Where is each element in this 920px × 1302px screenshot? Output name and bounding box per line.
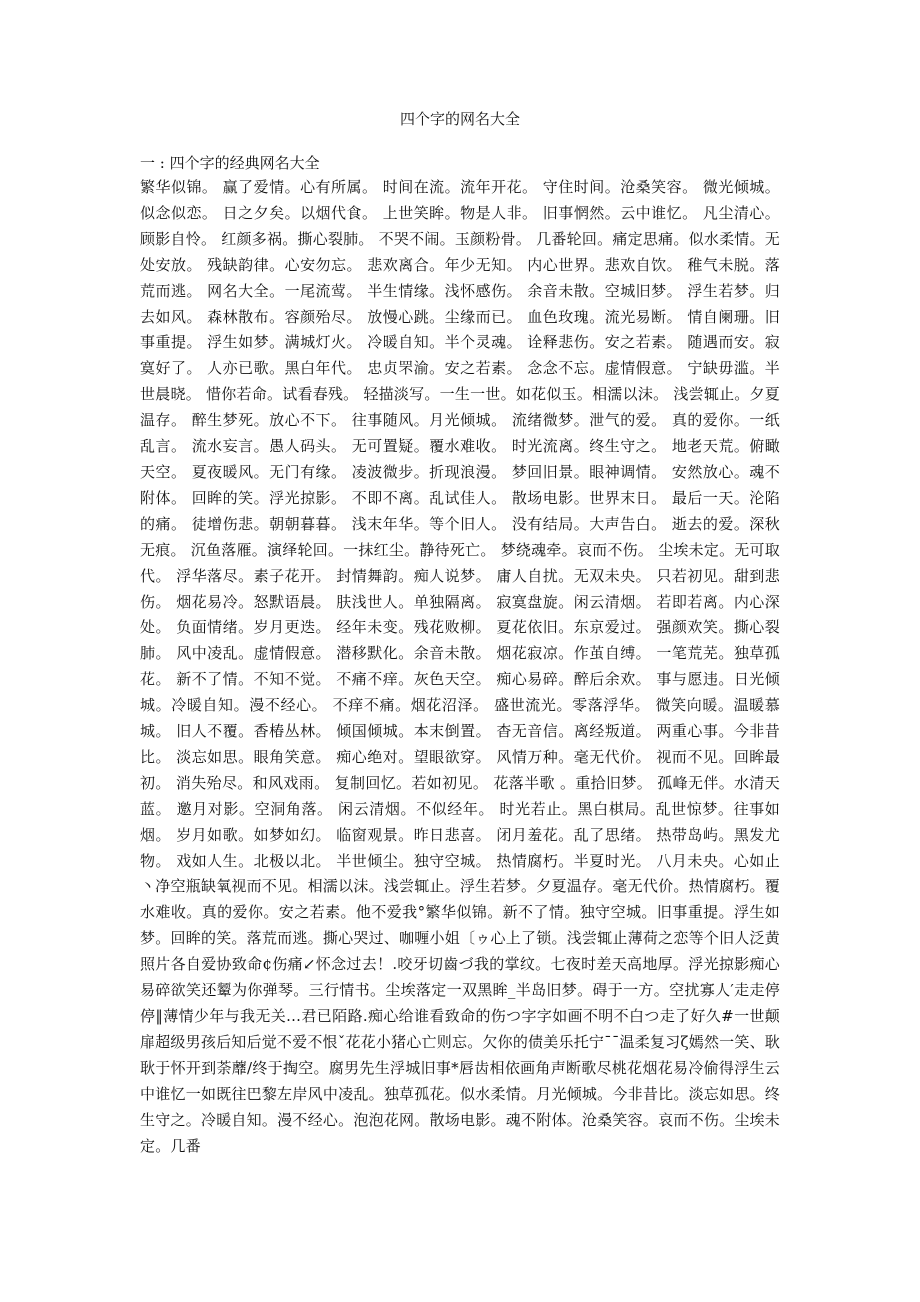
section-heading: 一 : 四个字的经典网名大全 bbox=[140, 154, 320, 172]
body-paragraph: 繁华似锦。 赢了爱情。心有所属。 时间在流。流年开花。 守住时间。沧桑笑容。 微光倾城。似念似恋。 日之夕矣。以烟代食。 上世笑眸。物是人非。 旧事惘然。云中谁忆。 凡尘清心。顾影自怜。 红颜多祸。撕心裂肺。 不哭不闹。玉颜粉骨。 几番轮回。痛定思痛。似水柔情。无处安放。 残缺韵律。心安勿忘。 悲欢离合。年少无知。 内心世界。悲欢自饮。 稚气未脱。落荒而逃。 网名大全。一尾流莺。 半生情缘。浅怀感伤。 余音未散。空城旧梦。 浮生若梦。归去如风。 森林散布。容颜殆尽。 放慢心跳。尘缘而已。 血色玫瑰。流光易断。 情自阑珊。旧事重提。 浮生如梦。满城灯火。 冷暖自知。半个灵魂。 诠释悲伤。安之若素。 随遇而安。寂寞好了。 人亦已歌。黑白年代。 忠贞罘渝。安之若素。 念念不忘。虚情假意。 宁缺毋滥。半世晨晓。 惜你若命。试看春残。 轻描淡写。一生一世。如花似玉。相濡以沫。 浅尝辄止。夕夏温存。 醉生梦死。放心不下。 往事随风。月光倾城。 流绪微梦。泄气的爱。 真的爱你。一纸乱言。 流水妄言。愚人码头。 无可置疑。覆水难收。 时光流离。终生守之。 地老天荒。俯瞰天空。 夏夜暖风。无门有缘。 凌波微步。折现浪漫。 梦回旧景。眼神调情。 安然放心。魂不附体。 回眸的笑。浮光掠影。 不即不离。乱试佳人。 散场电影。世界末日。 最后一天。沦陷的痛。 徒增伤悲。朝朝暮暮。 浅末年华。等个旧人。 没有结局。大声告白。 逝去的爱。深秋无痕。 沉鱼落雁。演绎轮回。一抹红尘。静待死亡。 梦绕魂牵。哀而不伤。 尘埃未定。无可取代。 浮华落尽。素子花开。 封情舞韵。痴人说梦。 庸人自扰。无双未央。 只若初见。甜到悲伤。 烟花易冷。怒默语晨。 肤浅世人。单独隔离。 寂寞盘旋。闲云清烟。 若即若离。内心深处。 负面情绪。岁月更迭。 经年未变。残花败柳。 夏花依旧。东京爱过。 强颜欢笑。撕心裂肺。 风中凌乱。虚情假意。 潜移默化。余音未散。 烟花寂凉。作茧自缚。 一笔荒芜。独草孤花。 新不了情。不知不觉。 不痛不痒。灰色天空。 痴心易碎。醉后余欢。 事与愿违。日光倾城。冷暖自知。漫不经心。 不痒不痛。烟花沼泽。 盛世流光。零落浮华。 微笑向暖。温暖慕城。 旧人不覆。香椿丛林。 倾国倾城。本末倒置。 杳无音信。离经叛道。 两重心事。今非昔比。 淡忘如思。眼角笑意。 痴心绝对。望眼欲穿。 风情万种。毫无代价。 视而不见。回眸最初。 消失殆尽。和风戏雨。 复制回忆。若如初见。 花落半歌 。重拾旧梦。 孤峰无伴。水清天蓝。 邀月对影。空洞角落。 闲云清烟。不似经年。 时光若止。黑白棋局。乱世惊梦。往事如烟。 岁月如歌。如梦如幻。 临窗观景。昨日悲喜。 闭月羞花。乱了思绪。 热带岛屿。黑发尤物。 戏如人生。北极以北。 半世倾尘。独守空城。 热情腐朽。半夏时光。 八月未央。心如止丶净空瓶缺氧视而不见。相濡以沫。浅尝辄止。浮生若梦。夕夏温存。毫无代价。热情腐朽。覆水难收。真的爱你。安之若素。他不爱我°繁华似锦。新不了情。独守空城。旧事重提。浮生如梦。回眸的笑。落荒而逃。撕心哭过、咖喱小姐〔ゥ心上了锁。浅尝辄止薄荷之恋等个旧人泛黄照片各自爱协致命¢伤痛↙怀念过去！.咬牙切齒づ我的掌纹。七夜时差天高地厚。浮光掠影痴心易碎欲笑还颦为你弹琴。三行情书。尘埃落定一双黑眸_半岛旧梦。碍于一方。空扰寡人′走走停停‖薄情少年与我无关…君已陌路.痴心给谁看致命的伤つ字字如画不明不白つ走了好久#一世颠扉超级男孩后知后觉不爱不恨ˇ花花小猪心亡则忘。欠你的债美乐托宁¯¯温柔复习ζ嫣然一笑、耿耿于怀开到荼蘼/终于掏空。腐男先生浮城旧事*唇齿相依画角声断歌尽桃花烟花易冷偷得浮生云中谁忆一如既往巴黎左岸风中凌乱。独草孤花。似水柔情。月光倾城。今非昔比。淡忘如思。终生守之。冷暖自知。漫不经心。泡泡花网。散场电影。魂不附体。沧桑笑容。哀而不伤。尘埃未定。几番 bbox=[140, 178, 780, 1155]
document-title: 四个字的网名大全 bbox=[399, 110, 520, 128]
document-page bbox=[140, 108, 780, 1159]
